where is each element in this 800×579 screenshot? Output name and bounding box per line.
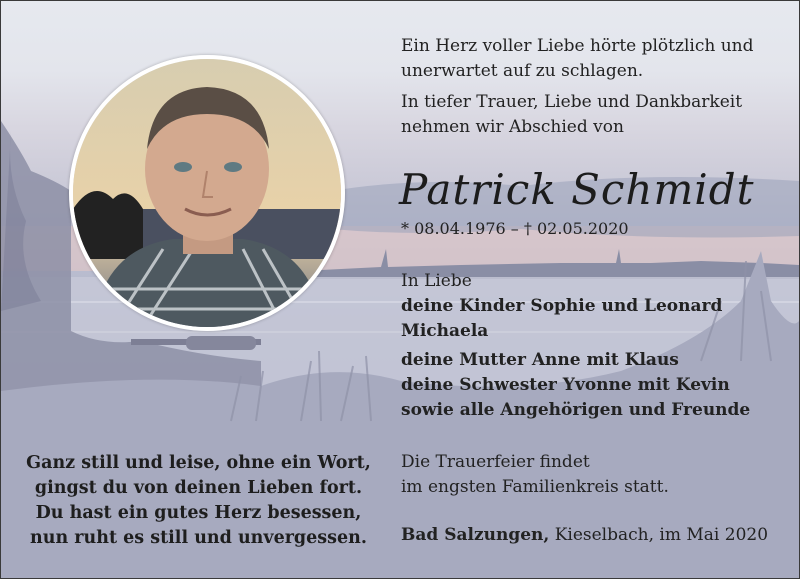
life-dates: * 08.04.1976 – † 02.05.2020 [401,219,629,238]
place-city: Bad Salzungen, [401,525,550,545]
portrait-image [73,59,341,327]
poem [11,451,386,551]
poem-line: gingst du von deinen Lieben fort. [34,478,363,498]
intro-line-4: nehmen wir Abschied von [401,117,624,137]
funeral-line-2: im engsten Familienkreis statt. [401,477,669,497]
poem-line: nun ruht es still und unvergessen. [30,528,367,548]
poem-line: Du hast ein gutes Herz besessen, [35,503,362,523]
mourner-line: deine Kinder Sophie und Leonard [401,296,723,316]
intro-line-1: Ein Herz voller Liebe hörte plötzlich und [401,36,754,56]
mourner-line: sowie alle Angehörigen und Freunde [401,400,751,420]
mourners-heading: In Liebe [401,271,472,291]
place-date [401,523,768,548]
intro-line-2: unerwartet auf zu schlagen. [401,61,644,81]
mourner-line: deine Mutter Anne mit Klaus [401,350,679,370]
poem-line: Ganz still und leise, ohne ein Wort, [26,453,371,473]
deceased-name: Patrick Schmidt [399,165,755,214]
portrait-photo [69,55,345,331]
mourner-line: Michaela [401,321,489,341]
intro-line-3: In tiefer Trauer, Liebe und Dankbarkeit [401,92,743,112]
place-rest: Kieselbach, im Mai 2020 [549,525,769,545]
mourner-line: deine Schwester Yvonne mit Kevin [401,375,730,395]
funeral-line-1: Die Trauerfeier findet [401,452,590,472]
